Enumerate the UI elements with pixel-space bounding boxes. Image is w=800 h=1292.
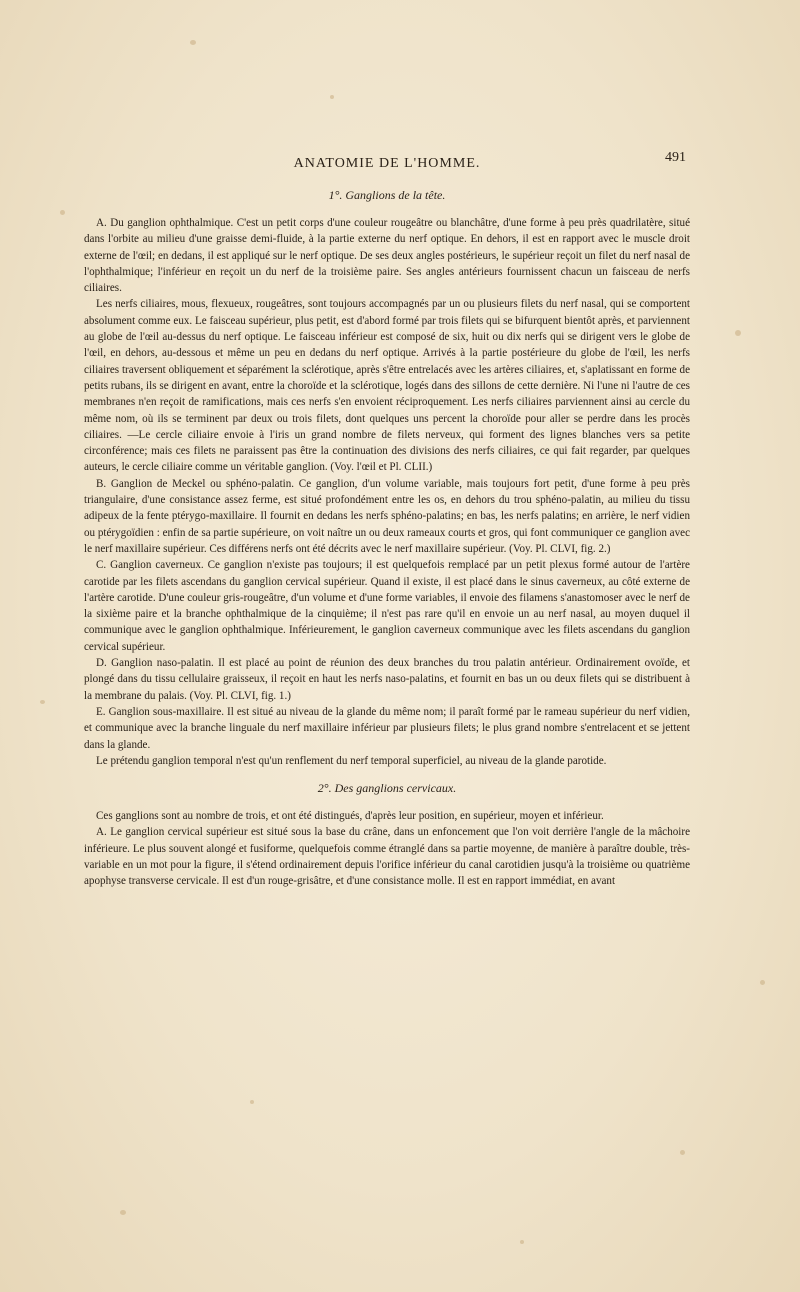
paper-stain (120, 1210, 126, 1215)
page-body (84, 150, 690, 890)
paper-stain (40, 700, 45, 704)
paper-stain (520, 1240, 524, 1244)
paragraph: E. Ganglion sous-maxillaire. Il est situé au niveau de la glande du même nom; il paraît formé par le rameau supérieur du nerf vidien, et communique avec la branche linguale du nerf maxillaire inférieur par plusieurs filets; le plus grand nombre s'entrelacent et se jettent dans la glande. (84, 705, 690, 751)
paper-stain (330, 95, 334, 99)
paper-stain (760, 980, 765, 985)
paragraph: D. Ganglion naso-palatin. Il est placé au point de réunion des deux branches du trou palatin antérieur. Ordinairement ovoïde, et plongé dans du tissu cellulaire graisseux, il reçoit en haut les nerfs naso-palatins, et fournit en bas un ou deux filets qui se distribuent à la membrane du palais. (Voy. Pl. CLVI, fig. 1.) (84, 657, 690, 702)
paper-stain (250, 1100, 254, 1104)
section-title-head-ganglia: 1°. Ganglions de la tête. (328, 188, 446, 202)
paragraph: Le prétendu ganglion temporal n'est qu'un renflement du nerf temporal superficiel, au niveau de la glande parotide. (96, 754, 607, 767)
paragraph: Ces ganglions sont au nombre de trois, et ont été distingués, d'après leur position, en supérieur, moyen et inférieur. (96, 810, 604, 823)
paragraph: Les nerfs ciliaires, mous, flexueux, rougeâtres, sont toujours accompagnés par un ou plusieurs filets du nerf nasal, qui se comportent absolument comme eux. Le faisceau supérieur, plus petit, est d'abord formé par trois filets qui se bifurquent bientôt après, et parviennent au globe de l'œil au-dessus du nerf optique. Le faisceau inférieur est composé de six, huit ou dix nerfs qui se dirigent vers le globe de l'œil, en dehors, au-dessous et même un peu en dedans du nerf optique. Arrivés à la partie postérieure du globe de l'œil, les nerfs ciliaires traversent obliquement et séparément la sclérotique, après s'être entrelacés avec les artères ciliaires, et, s'aplatissant en forme de petits rubans, ils se dirigent en avant, entre la choroïde et la sclérotique, logés dans des sillons de cette dernière. Ni l'une ni l'autre de ces membranes n'en reçoit de ramifications, mais ces nerfs s'en envoient réciproquement. Les nerfs ciliaires parviennent ainsi au cercle du même nom, où ils se terminent par deux ou trois filets, dont quelques uns percent la choroïde pour aller se perdre dans les procès ciliaires. —Le cercle ciliaire envoie à l'iris un grand nombre de filets nerveux, qui forment des lignes blanches vers sa petite circonférence; mais ces filets ne paraissent pas être la continuation des divisions des nerfs ciliaires, ce qui fait regarder, par quelques auteurs, le cercle ciliaire comme un véritable ganglion. (Voy. l'œil et Pl. CLII.) (84, 298, 690, 474)
paragraph: A. Du ganglion ophthalmique. C'est un petit corps d'une couleur rougeâtre ou blanchâtre, d'une forme à peu près quadrilatère, situé dans l'orbite au milieu d'une graisse demi-fluide, à la partie externe du nerf optique. En dehors, il est en rapport avec le muscle droit externe de l'œil; en dedans, il est appliqué sur le nerf optique. De ses deux angles postérieurs, le supérieur reçoit un filet du nerf nasal de l'ophthalmique; l'inférieur en reçoit un du nerf de la troisième paire. Ses angles antérieurs fournissent chacun un faisceau de nerfs ciliaires. (84, 217, 690, 295)
paragraph: B. Ganglion de Meckel ou sphéno-palatin. Ce ganglion, d'un volume variable, mais toujours fort petit, d'une forme à peu près triangulaire, d'une consistance assez ferme, est situé profondément entre les os, en dehors du trou sphéno-palatin, au milieu du tissu adipeux de la fente ptérygo-maxillaire. Il fournit en dedans les nerfs sphéno-palatins; en bas, les nerfs palatins; en arrière, le nerf vidien ou ptérygoïdien : enfin de sa partie supérieure, on voit naître un ou deux rameaux courts et gros, qui font communiquer ce ganglion avec le nerf maxillaire supérieur. Ces différens nerfs ont été décrits avec le nerf maxillaire supérieur. (Voy. Pl. CLVI, fig. 2.) (84, 477, 690, 555)
paper-stain (190, 40, 196, 45)
paragraph: A. Le ganglion cervical supérieur est situé sous la base du crâne, dans un enfoncement que l'on voit derrière l'angle de la mâchoire inférieure. Le plus souvent alongé et fusiforme, quelquefois comme étranglé dans sa partie moyenne, de manière à paraître double, très-variable en un mot pour la figure, il s'étend ordinairement depuis l'orifice inférieur du canal carotidien jusqu'à la troisième ou quatrième apophyse transverse cervicale. Il est d'un rouge-grisâtre, et d'une consistance molle. Il est en rapport immédiat, en avant (84, 826, 690, 888)
page-number: 491 (665, 150, 686, 165)
page-title: ANATOMIE DE L'HOMME. (293, 156, 481, 171)
paper-stain (60, 210, 65, 215)
paper-stain (680, 1150, 685, 1155)
paragraph: C. Ganglion caverneux. Ce ganglion n'existe pas toujours; il est quelquefois remplacé par un petit plexus formé autour de l'artère carotide par les filets ascendans du ganglion cervical supérieur. Quand il existe, il est placé dans le sinus caverneux, au côté externe de l'artère carotide. D'une couleur gris-rougeâtre, d'un volume et d'une forme variables, il envoie des filamens s'anastomoser avec le nerf de la sixième paire et la branche ophthalmique de la cinquième; il n'est pas rare qu'il en envoie un au nerf nasal, au moyen duquel il communique avec le ganglion ophthalmique. Inférieurement, le ganglion caverneux communique avec les filets ascendans du ganglion cervical supérieur. (84, 559, 690, 653)
section-title-cervical-ganglia: 2°. Des ganglions cervicaux. (317, 781, 457, 796)
running-head (84, 150, 690, 174)
paper-stain (735, 330, 741, 336)
